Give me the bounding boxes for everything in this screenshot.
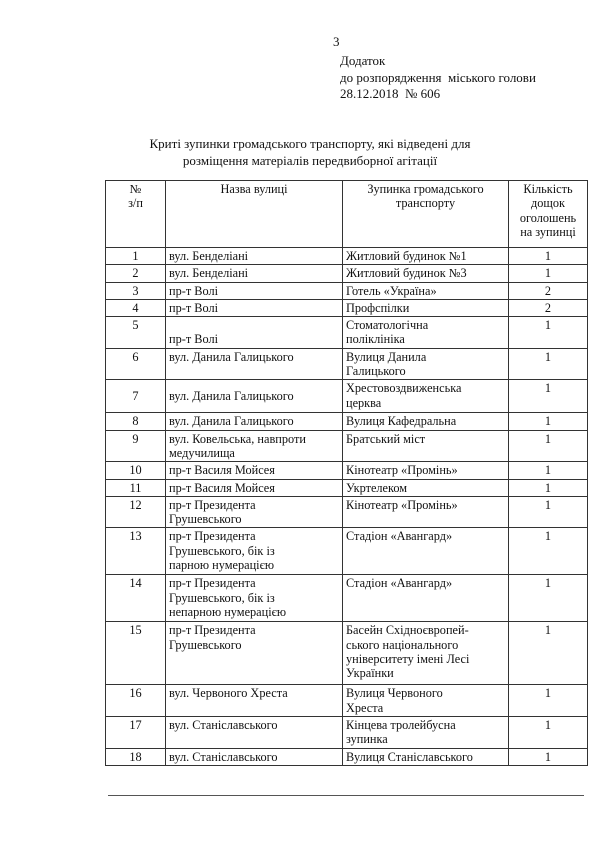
table-row [106, 413, 588, 430]
cell-count: 1 [509, 380, 588, 413]
stops-table [105, 180, 588, 766]
cell-count: 1 [509, 575, 588, 622]
cell-number: 1 [106, 248, 166, 265]
cell-street: пр-т Волі [166, 317, 343, 349]
cell-count: 1 [509, 317, 588, 349]
cell-number: 14 [106, 575, 166, 622]
cell-count: 1 [509, 717, 588, 749]
cell-count: 1 [509, 265, 588, 282]
table-row [106, 248, 588, 265]
table-row [106, 575, 588, 622]
cell-stop: Басейн Східноєвропей- ського національного університету імені Лесі Українки [343, 622, 509, 685]
table-row [106, 299, 588, 316]
cell-stop: Житловий будинок №3 [343, 265, 509, 282]
cell-count: 1 [509, 430, 588, 462]
cell-stop: Стадіон «Авангард» [343, 575, 509, 622]
cell-street: пр-т Василя Мойсея [166, 462, 343, 479]
page-number: 3 [333, 34, 340, 49]
table-row [106, 496, 588, 528]
header-number: № з/п [106, 181, 166, 248]
cell-stop: Стоматологічна поліклініка [343, 317, 509, 349]
table-row [106, 462, 588, 479]
cell-street: вул. Ковельська, навпроти медучилища [166, 430, 343, 462]
cell-street: пр-т Василя Мойсея [166, 479, 343, 496]
cell-stop: Вулиця Червоного Хреста [343, 685, 509, 717]
cell-number: 3 [106, 282, 166, 299]
cell-stop: Вулиця Кафедральна [343, 413, 509, 430]
cell-street: пр-т Президента Грушевського, бік із парною нумерацією [166, 528, 343, 575]
cell-number: 9 [106, 430, 166, 462]
cell-number: 6 [106, 348, 166, 380]
cell-stop: Вулиця Данила Галицького [343, 348, 509, 380]
cell-number: 17 [106, 717, 166, 749]
cell-count: 1 [509, 528, 588, 575]
cell-number: 8 [106, 413, 166, 430]
cell-stop: Профспілки [343, 299, 509, 316]
cell-number: 11 [106, 479, 166, 496]
table-row [106, 348, 588, 380]
cell-street: вул. Станіславського [166, 717, 343, 749]
appendix-order-reference: до розпорядження міського голови [340, 69, 536, 85]
cell-stop: Кінотеатр «Промінь» [343, 496, 509, 528]
cell-stop: Хрестовоздвиженська церква [343, 380, 509, 413]
document-title [100, 135, 520, 169]
cell-stop: Кінотеатр «Промінь» [343, 462, 509, 479]
table-row [106, 479, 588, 496]
appendix-block [340, 53, 536, 103]
table-row [106, 528, 588, 575]
cell-street: вул. Бенделіані [166, 265, 343, 282]
cell-street: вул. Червоного Хреста [166, 685, 343, 717]
cell-count: 1 [509, 496, 588, 528]
cell-street: вул. Данила Галицького [166, 413, 343, 430]
cell-count: 1 [509, 622, 588, 685]
cell-street: пр-т Волі [166, 299, 343, 316]
cell-count: 1 [509, 413, 588, 430]
cell-stop: Укртелеком [343, 479, 509, 496]
cell-street: вул. Станіславського [166, 748, 343, 765]
cell-stop: Стадіон «Авангард» [343, 528, 509, 575]
cell-number: 18 [106, 748, 166, 765]
table-row [106, 748, 588, 765]
cell-stop: Кінцева тролейбусна зупинка [343, 717, 509, 749]
table-row [106, 282, 588, 299]
cell-street: пр-т Президента Грушевського [166, 496, 343, 528]
cell-number: 15 [106, 622, 166, 685]
cell-number: 13 [106, 528, 166, 575]
cell-number: 16 [106, 685, 166, 717]
appendix-label: Додаток [340, 53, 386, 68]
table-row [106, 317, 588, 349]
cell-number: 10 [106, 462, 166, 479]
bottom-rule [108, 795, 584, 796]
table-row [106, 685, 588, 717]
cell-number: 7 [106, 380, 166, 413]
cell-count: 1 [509, 248, 588, 265]
cell-count: 1 [509, 685, 588, 717]
cell-count: 1 [509, 462, 588, 479]
table-row [106, 717, 588, 749]
cell-street: пр-т Президента Грушевського, бік із непарною нумерацією [166, 575, 343, 622]
title-line-1: Криті зупинки громадського транспорту, які відведені для [149, 136, 471, 151]
header-street: Назва вулиці [166, 181, 343, 248]
table-row [106, 380, 588, 413]
cell-number: 2 [106, 265, 166, 282]
table-row [106, 265, 588, 282]
cell-stop: Житловий будинок №1 [343, 248, 509, 265]
cell-number: 12 [106, 496, 166, 528]
cell-count: 2 [509, 282, 588, 299]
cell-count: 1 [509, 479, 588, 496]
cell-count: 1 [509, 748, 588, 765]
title-line-2: розміщення матеріалів передвиборної агітації [182, 153, 438, 168]
cell-stop: Вулиця Станіславського [343, 748, 509, 765]
cell-street: вул. Данила Галицького [166, 380, 343, 413]
table-row [106, 622, 588, 685]
cell-number: 5 [106, 317, 166, 349]
cell-count: 2 [509, 299, 588, 316]
cell-street: вул. Бенделіані [166, 248, 343, 265]
cell-street: пр-т Волі [166, 282, 343, 299]
table-row [106, 430, 588, 462]
header-stop: Зупинка громадського транспорту [343, 181, 509, 248]
cell-street: пр-т Президента Грушевського [166, 622, 343, 685]
cell-number: 4 [106, 299, 166, 316]
header-count: Кількість дощок оголошень на зупинці [509, 181, 588, 248]
table-header-row [106, 181, 588, 248]
cell-stop: Братський міст [343, 430, 509, 462]
cell-count: 1 [509, 348, 588, 380]
cell-street: вул. Данила Галицького [166, 348, 343, 380]
cell-stop: Готель «Україна» [343, 282, 509, 299]
appendix-date-number: 28.12.2018 № 606 [340, 86, 441, 101]
